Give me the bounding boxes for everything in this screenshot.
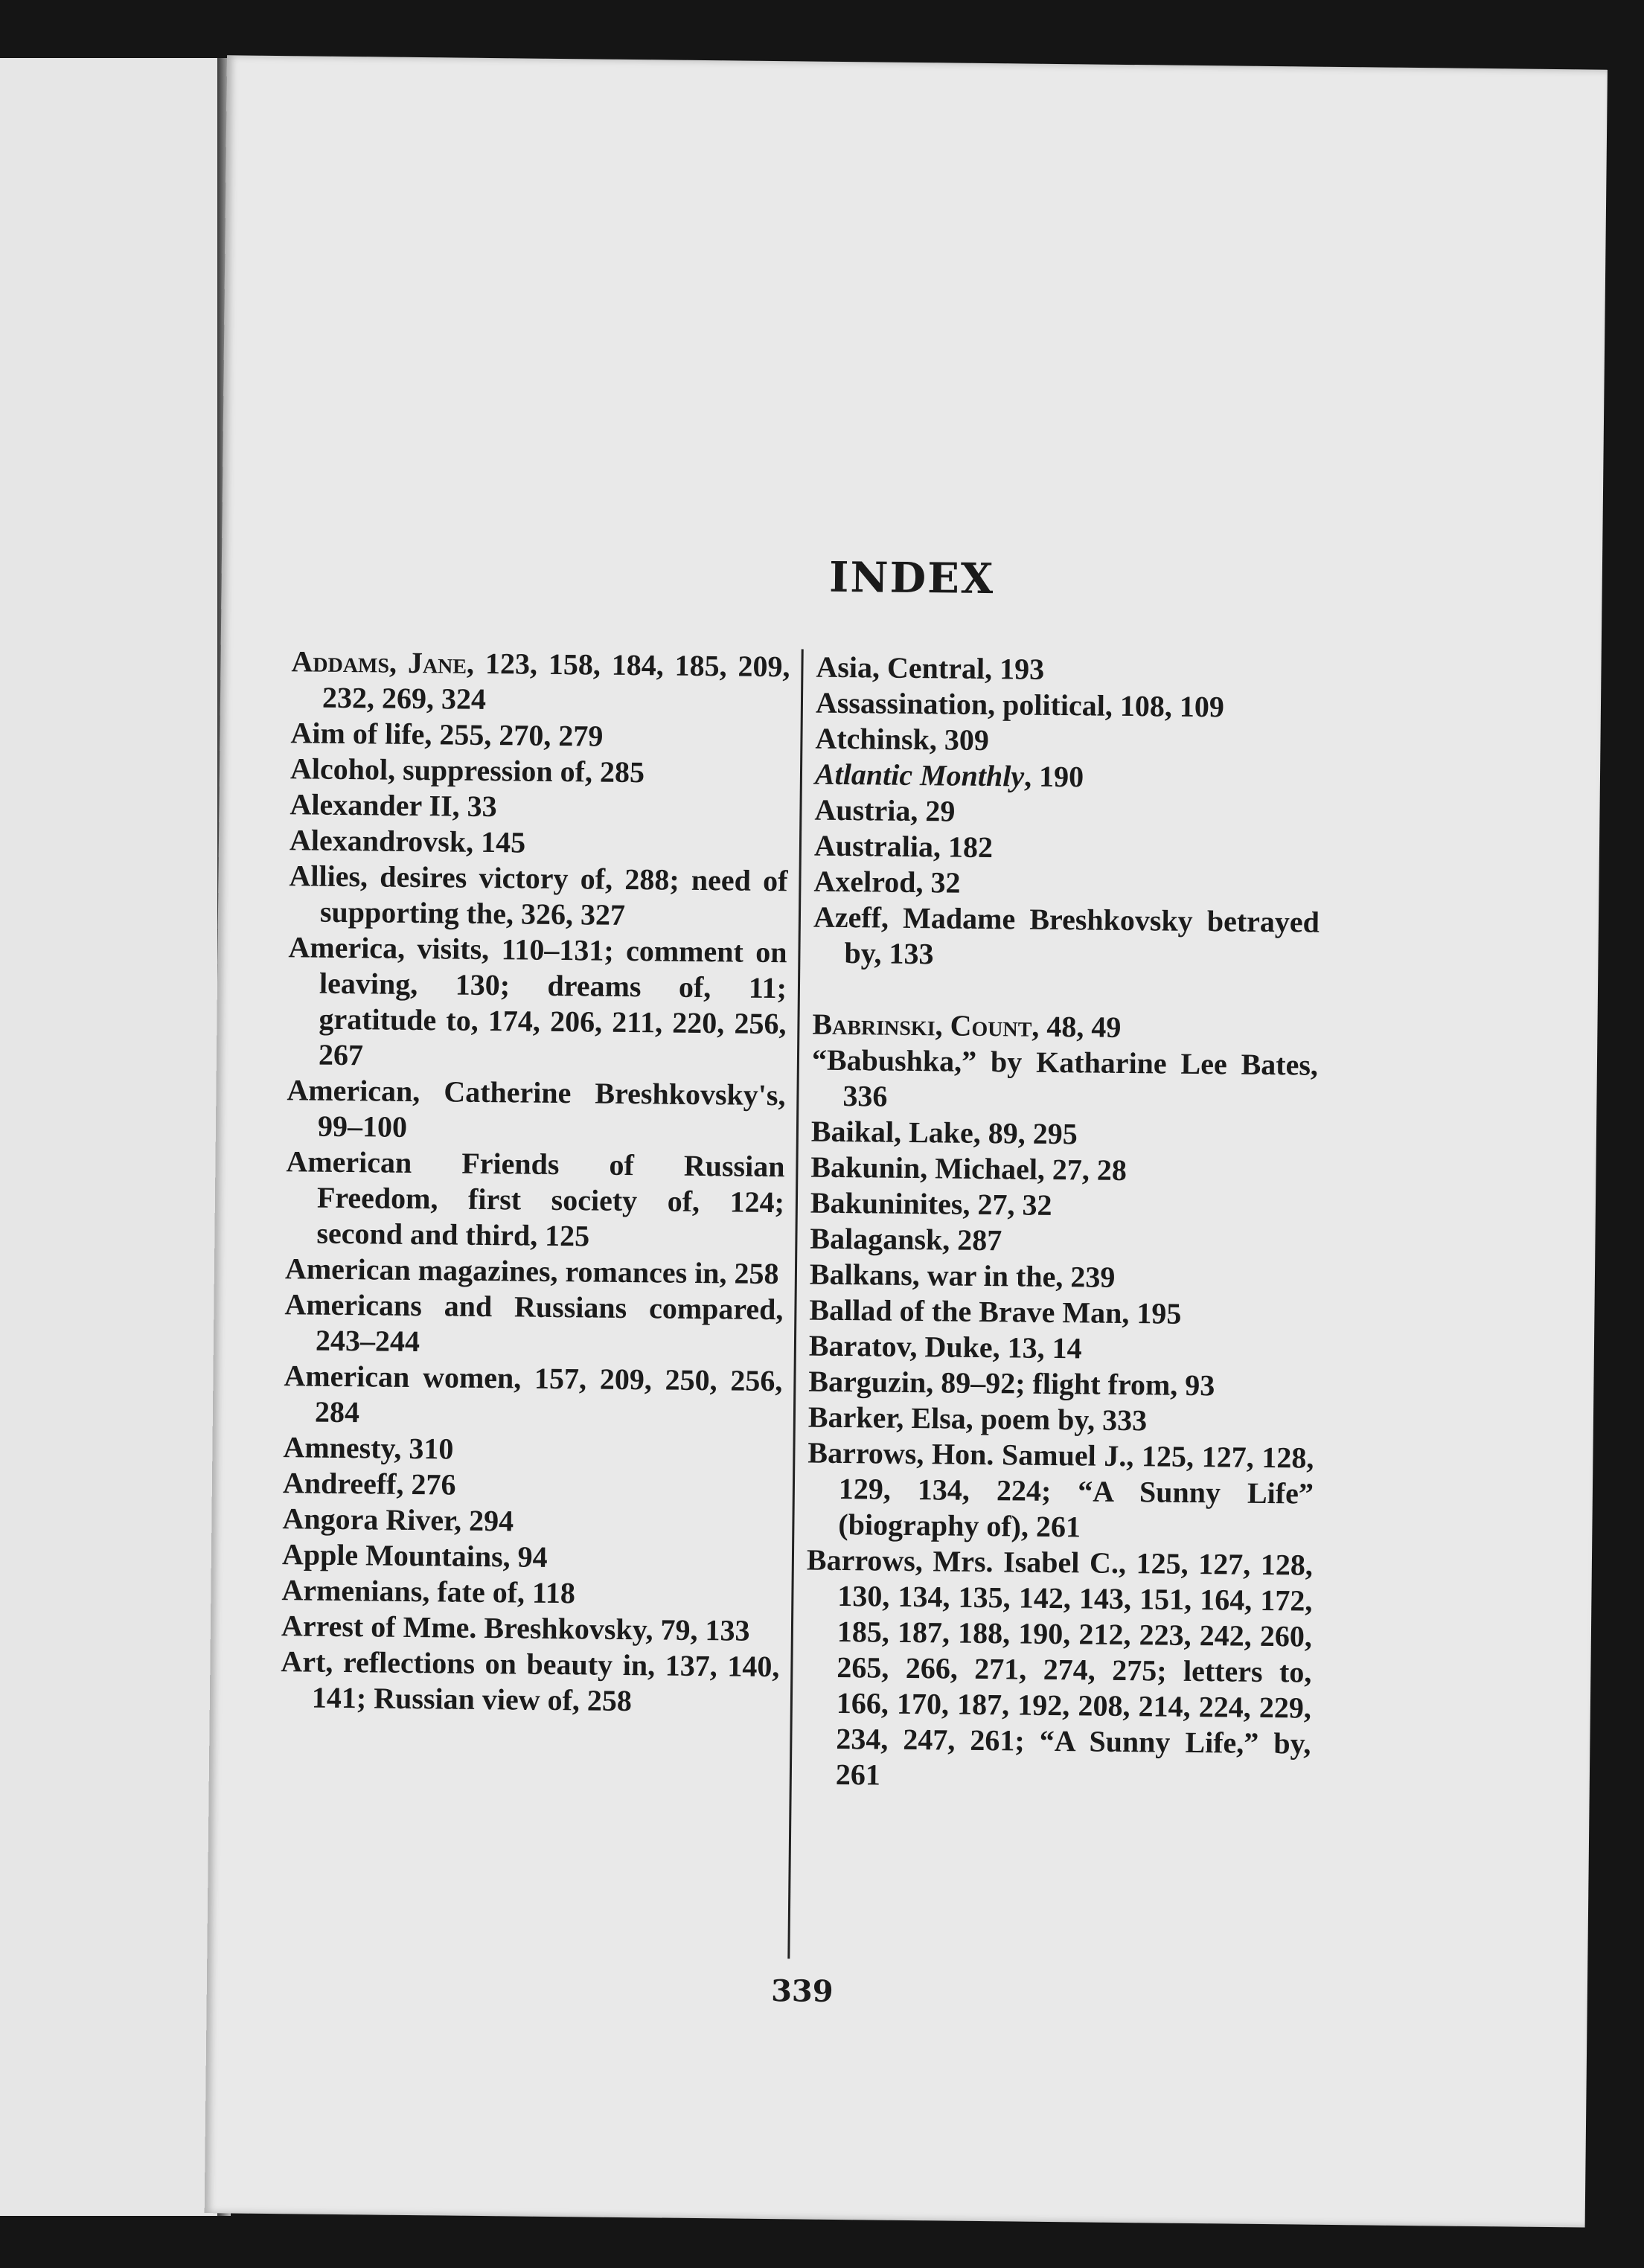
index-entry: Balagansk, 287 (810, 1221, 1002, 1258)
index-entry: Amnesty, 310 (283, 1430, 454, 1466)
index-entry: “Babushka,” by Katharine Lee Bates, 336 (811, 1042, 1319, 1113)
index-entry: Americans and Russians compared, 243–244 (284, 1287, 784, 1359)
index-entry: Angora River, 294 (282, 1502, 514, 1538)
index-entry: Asia, Central, 193 (816, 650, 1045, 686)
index-entry: Baratov, Duke, 13, 14 (808, 1328, 1082, 1365)
index-entry: Allies, desires victory of, 288; need of supporting the, 326, 327 (289, 859, 788, 932)
index-entry: American Friends of Russian Freedom, first society of, 124; second and third, 125 (286, 1144, 785, 1253)
index-entry: Arrest of Mme. Breshkovsky, 79, 133 (281, 1609, 750, 1647)
index-page (205, 55, 1608, 2227)
index-entry: Addams, Jane, 123, 158, 184, 185, 209, 232, 269, 324 (291, 644, 790, 716)
page-title: INDEX (828, 552, 995, 604)
index-entry: Alexander II, 33 (290, 787, 497, 824)
index-entry: Apple Mountains, 94 (281, 1537, 548, 1574)
index-entry: America, visits, 110–131; comment on leaving, 130; dreams of, 11; gratitude to, 174, 206, 211, 220, 256, 267 (288, 930, 787, 1072)
index-entry: American, Catherine Breshkovsky's, 99–100 (287, 1073, 786, 1144)
index-entry: Alexandrovsk, 145 (289, 823, 526, 859)
page-number: 339 (770, 1973, 834, 2009)
index-entry: Barrows, Hon. Samuel J., 125, 127, 128, 129, 134, 224; “A Sunny Life” (biography of), 261 (807, 1435, 1314, 1544)
index-entry: Art, reflections on beauty in, 137, 140, 141; Russian view of, 258 (281, 1644, 780, 1718)
index-entry: Andreeff, 276 (282, 1466, 456, 1502)
index-column-left (281, 644, 790, 1720)
index-entry: Bakunin, Michael, 27, 28 (810, 1150, 1128, 1188)
index-entry: Assassination, political, 108, 109 (815, 685, 1225, 724)
index-entry: Atlantic Monthly, 190 (814, 757, 1084, 794)
index-entry: Azeff, Madame Breshkovsky betrayed by, 133 (813, 900, 1320, 971)
column-divider (787, 649, 803, 1958)
index-entry: Aim of life, 255, 270, 279 (290, 716, 604, 753)
index-entry: Atchinsk, 309 (815, 721, 990, 757)
index-entry: Barker, Elsa, poem by, 333 (807, 1400, 1148, 1438)
facing-page (0, 58, 223, 2216)
index-entry: Ballad of the Brave Man, 195 (809, 1292, 1182, 1330)
index-entry: American women, 157, 209, 250, 256, 284 (284, 1359, 783, 1429)
index-entry: Balkans, war in the, 239 (809, 1257, 1116, 1294)
index-entry: Axelrod, 32 (813, 864, 961, 900)
index-entry: Bakuninites, 27, 32 (810, 1185, 1052, 1222)
index-column-right (805, 650, 1322, 1798)
index-entry: Australia, 182 (813, 828, 994, 865)
index-entry: Austria, 29 (814, 792, 956, 828)
index-entry: Armenians, fate of, 118 (281, 1573, 576, 1610)
index-entry: Babrinski, Count, 48, 49 (812, 1007, 1122, 1044)
index-entry: American magazines, romances in, 258 (284, 1252, 779, 1291)
index-entry: Baikal, Lake, 89, 295 (810, 1114, 1078, 1151)
index-entry: Barguzin, 89–92; flight from, 93 (808, 1364, 1215, 1403)
index-entry: Alcohol, suppression of, 285 (290, 752, 645, 789)
index-entry: Barrows, Mrs. Isabel C., 125, 127, 128, 130, 134, 135, 142, 143, 151, 164, 172, 185, 187, 188, 190, 212, 223, 242, 260, 265, 266, 271, 274, 275; letters to, 166, 170, 187, 192, 208, 214, 224, 229, 234, 247, 261; “A Sunny Life,” by, 261 (806, 1543, 1314, 1792)
